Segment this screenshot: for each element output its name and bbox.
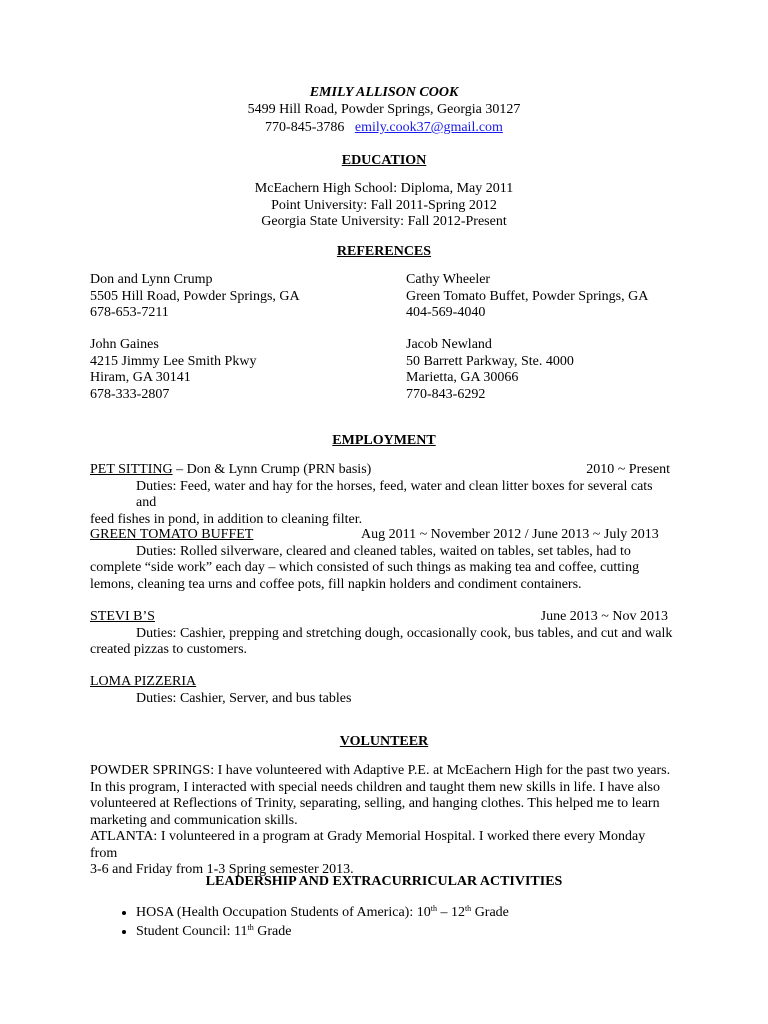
education-line: McEachern High School: Diploma, May 2011 [254,181,514,196]
education-line: Georgia State University: Fall 2012-Present [261,214,507,229]
job-entry [90,527,675,593]
reference-city: Marietta, GA 30066 [406,370,519,385]
reference-phone: 678-333-2807 [90,386,170,402]
activity-text: Grade [471,905,509,920]
reference-phone: 404-569-4040 [406,305,486,320]
education-line: Point University: Fall 2011-Spring 2012 [271,197,497,213]
job-title: LOMA PIZZERIA [90,674,197,689]
job-entry [90,609,675,659]
reference-name: John Gaines [90,337,159,352]
reference-entry [90,272,380,322]
job-dates: June 2013 ~ Nov 2013 [540,609,668,624]
contact-line [0,120,768,137]
activity-text: Grade [253,924,292,939]
ordinal-suffix: th [430,904,437,913]
job-title-line [90,462,675,479]
reference-name: Don and Lynn Crump [90,272,213,287]
job-title: STEVI B’S [90,609,155,624]
education-heading: EDUCATION [341,153,427,168]
job-duties: Duties: Rolled silverware, cleared and cleaned tables, waited on tables, set tables, had to [136,543,631,559]
job-title-line [90,527,675,544]
job-duties-continued: feed fishes in pond, in addition to cleaning filter. [90,511,363,527]
job-title: PET SITTING [90,462,173,477]
volunteer-line: ATLANTA: I volunteered in a program at Grady Memorial Hospital. I worked there every Monday from [90,829,646,861]
list-item [136,903,696,922]
job-duties: Duties: Feed, water and hay for the horses, feed, water and clean litter boxes for several cats and [136,478,653,510]
phone-number: 770-845-3786 [265,120,345,135]
list-item [136,922,696,941]
reference-phone: 678-653-7211 [90,305,169,320]
reference-address: 50 Barrett Parkway, Ste. 4000 [406,353,574,369]
volunteer-text [90,763,675,879]
reference-phone: 770-843-6292 [406,386,486,402]
volunteer-line: 3-6 and Friday from 1-3 Spring semester 2013. [90,862,354,877]
volunteer-line: volunteered at Reflections of Trinity, separating, selling, and hanging clothes. This helped me to learn [90,796,660,811]
reference-entry [406,272,696,322]
reference-name: Jacob Newland [406,337,492,352]
job-dates: 2010 ~ Present [586,462,670,477]
job-title: GREEN TOMATO BUFFET [90,527,254,542]
reference-name: Cathy Wheeler [406,272,491,287]
education-list [0,181,768,231]
job-title-line [90,674,675,691]
leadership-heading: LEADERSHIP AND EXTRACURRICULAR ACTIVITIES [205,874,563,889]
job-duties: Duties: Cashier, Server, and bus tables [136,690,352,706]
reference-address: 5505 Hill Road, Powder Springs, GA [90,288,300,304]
volunteer-line: marketing and communication skills. [90,812,298,828]
activities-list [90,903,696,941]
job-duties-continued: complete “side work” each day – which consisted of such things as making tea and coffee, cutting [90,560,640,575]
job-entry [90,674,675,707]
reference-city: Hiram, GA 30141 [90,370,191,385]
job-duties: Duties: Cashier, prepping and stretching dough, occasionally cook, bus tables, and cut and walk [136,625,673,641]
activity-text: HOSA (Health Occupation Students of America): 10 [136,905,431,920]
email-link[interactable]: emily.cook37@gmail.com [354,120,503,135]
reference-address: 4215 Jimmy Lee Smith Pkwy [90,353,257,369]
volunteer-heading: VOLUNTEER [339,734,429,749]
applicant-name: EMILY ALLISON COOK [309,85,459,100]
job-duties-continued: created pizzas to customers. [90,642,248,657]
employment-heading: EMPLOYMENT [332,433,436,448]
job-subtitle: – Don & Lynn Crump (PRN basis) [172,462,372,477]
address-line: 5499 Hill Road, Powder Springs, Georgia 30127 [247,102,521,117]
volunteer-line: In this program, I interacted with special needs children and taught them new skills in life. I have also [90,779,660,795]
ordinal-suffix: th [464,904,472,913]
reference-entry [406,337,696,403]
job-title-line [90,609,675,626]
volunteer-line: POWDER SPRINGS: I have volunteered with Adaptive P.E. at McEachern High for the past two years. [90,763,671,778]
activity-text: – 12 [436,905,465,920]
ordinal-suffix: th [247,923,254,932]
job-entry [90,462,675,528]
job-dates: Aug 2011 ~ November 2012 / June 2013 ~ July 2013 [361,527,659,542]
job-duties-continued: lemons, cleaning tea urns and coffee pots, fill napkin holders and condiment containers. [90,576,582,592]
references-heading: REFERENCES [336,244,432,259]
activity-text: Student Council: 11 [136,924,248,939]
reference-entry [90,337,380,403]
reference-address: Green Tomato Buffet, Powder Springs, GA [406,288,649,304]
